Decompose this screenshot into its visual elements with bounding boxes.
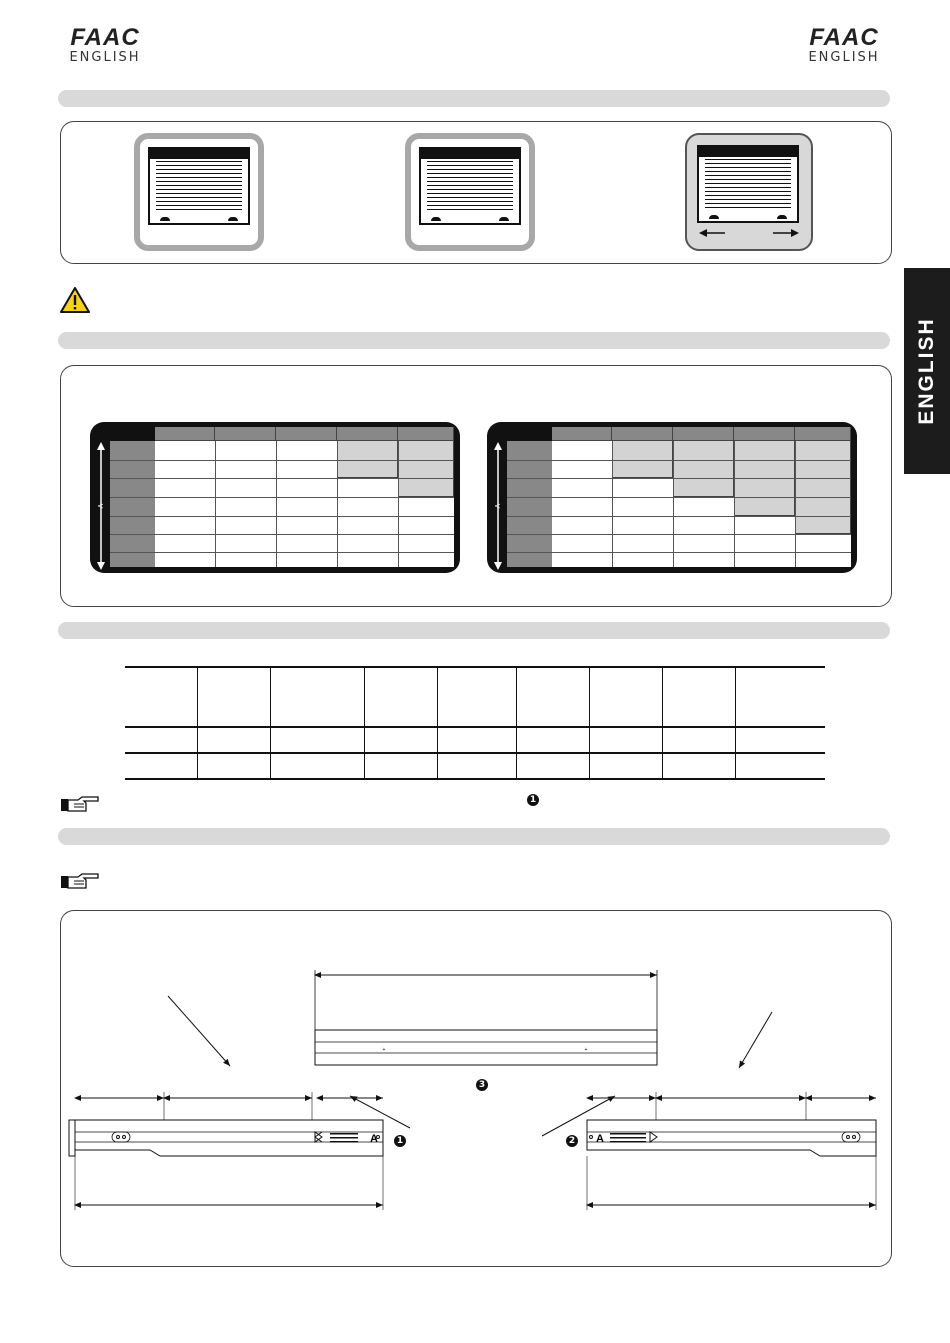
limit-grid bbox=[110, 427, 454, 567]
rail-tag-left: A bbox=[370, 1133, 378, 1145]
side-tab-label: ENGLISH bbox=[915, 317, 938, 425]
section-bar-1 bbox=[58, 90, 890, 107]
height-arrow-icon bbox=[94, 442, 108, 570]
section-bar-4 bbox=[58, 828, 890, 845]
shutter-drawing bbox=[697, 145, 799, 223]
shutter-drawing bbox=[148, 147, 250, 225]
shutter-icon bbox=[405, 133, 535, 251]
limit-table-right bbox=[487, 422, 857, 573]
limit-table-left bbox=[90, 422, 460, 573]
callout-badge: 1 bbox=[394, 1135, 406, 1147]
logo-language: ENGLISH bbox=[69, 50, 141, 65]
warning-triangle-icon bbox=[60, 287, 90, 313]
pointing-hand-icon bbox=[60, 872, 100, 892]
faac-logo-right bbox=[794, 26, 894, 66]
table-row bbox=[125, 727, 825, 753]
svg-text:A: A bbox=[495, 503, 502, 509]
table-row bbox=[125, 667, 825, 727]
faac-logo-left bbox=[55, 26, 155, 66]
shutter-drawing bbox=[419, 147, 521, 225]
callout-badge: 3 bbox=[476, 1079, 488, 1091]
callout-badge: 2 bbox=[566, 1135, 578, 1147]
section-bar-3 bbox=[58, 622, 890, 639]
logo-mark: FAAC bbox=[70, 24, 140, 51]
logo-language: ENGLISH bbox=[808, 50, 880, 65]
shutter-icon bbox=[134, 133, 264, 251]
height-arrow-icon bbox=[491, 442, 505, 570]
rail-drawing bbox=[60, 910, 890, 1265]
logo-mark: FAAC bbox=[809, 24, 879, 51]
limit-grid bbox=[507, 427, 851, 567]
callout-badge: 1 bbox=[527, 794, 539, 806]
double-arrow-icon bbox=[699, 227, 799, 239]
language-side-tab[interactable] bbox=[904, 268, 950, 474]
shutter-sliding-icon bbox=[685, 133, 813, 251]
specs-table bbox=[125, 666, 825, 780]
svg-text:+: + bbox=[382, 1047, 386, 1053]
svg-text:A: A bbox=[98, 503, 105, 509]
pointing-hand-icon bbox=[60, 795, 100, 815]
rail-tag-right: A bbox=[596, 1133, 604, 1145]
table-row bbox=[125, 753, 825, 779]
section-bar-2 bbox=[58, 332, 890, 349]
svg-text:+: + bbox=[584, 1047, 588, 1053]
